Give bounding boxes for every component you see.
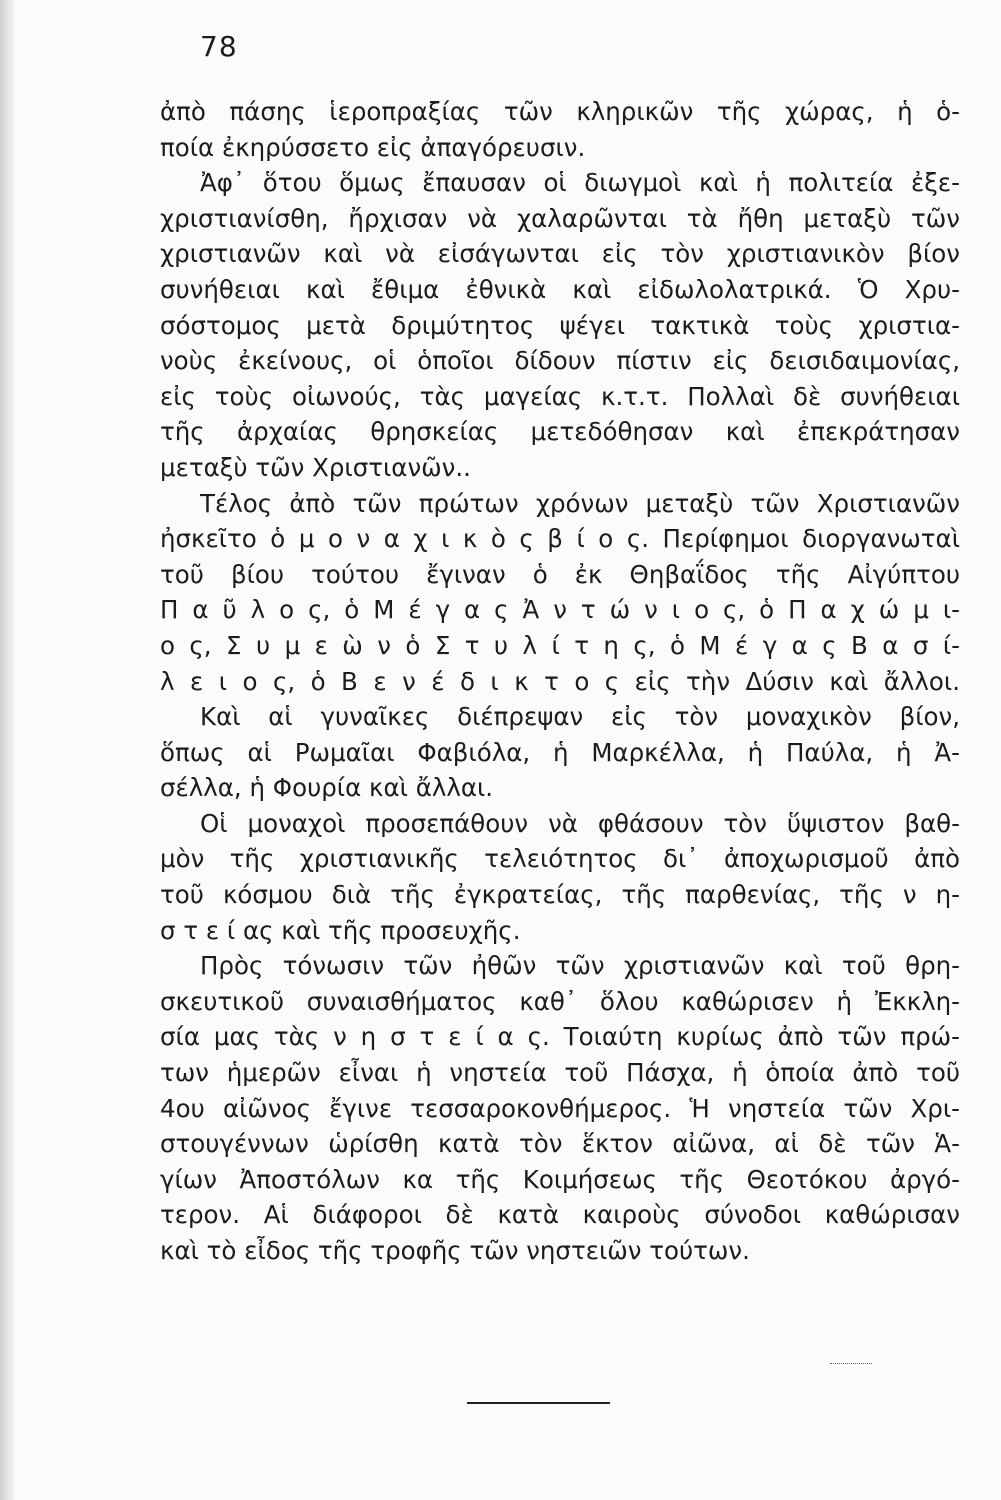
paragraph-start-line: Οἱ μοναχοὶ προσεπάθουν νὰ φθάσουν τὸν ὕψιστον βαθ- xyxy=(200,808,960,838)
text-line: τοῦ βίου τούτου ἔγιναν ὁ ἐκ Θηβαΐδος τῆς Αἰγύπτου xyxy=(160,559,960,589)
text-line: τῆς ἀρχαίας θρησκείας μετεδόθησαν καὶ ἐπεκράτησαν xyxy=(160,417,960,447)
section-end-rule xyxy=(467,1402,610,1404)
text-line: σόστομος μετὰ δριμύτητος ψέγει τακτικὰ τοὺς χριστια- xyxy=(160,310,960,340)
text-line: ποία ἐκηρύσσετο εἰς ἀπαγόρευσιν. xyxy=(160,132,586,162)
text-line: γίων Ἀποστόλων κα τῆς Κοιμήσεως τῆς Θεοτόκου ἀργό- xyxy=(160,1164,960,1194)
text-line: καὶ τὸ εἶδος τῆς τροφῆς τῶν νηστειῶν τούτων. xyxy=(160,1236,750,1265)
paragraph-start-line: Τέλος ἀπὸ τῶν πρώτων χρόνων μεταξὺ τῶν Χριστιανῶν xyxy=(200,488,960,518)
text-line: λ ε ι ο ς, ὁ Β ε ν έ δ ι κ τ ο ς εἰς τὴν Δύσιν καὶ ἄλλοι. xyxy=(160,666,960,696)
text-line: συνήθειαι καὶ ἔθιμα ἐθνικὰ καὶ εἰδωλολατρικά. Ὁ Χρυ- xyxy=(160,274,960,304)
paragraph-start-line: Ἀφ᾽ ὅτου ὅμως ἔπαυσαν οἱ διωγμοὶ καὶ ἡ πολιτεία ἐξε- xyxy=(200,168,960,198)
faint-mark xyxy=(830,1363,872,1364)
paragraph-start-line: Καὶ αἱ γυναῖκες διέπρεψαν εἰς τὸν μοναχικὸν βίον, xyxy=(200,702,960,732)
text-line: σ τ ε ί ας καὶ τῆς προσευχῆς. xyxy=(160,915,521,945)
text-line: σκευτικοῦ συναισθήματος καθ᾽ ὅλου καθώρισεν ἡ Ἐκκλη- xyxy=(160,986,960,1016)
text-line: σέλλα, ἡ Φουρία καὶ ἄλλαι. xyxy=(160,773,494,803)
text-line: τερον. Αἱ διάφοροι δὲ κατὰ καιροὺς σύνοδοι καθώρισαν xyxy=(160,1200,960,1230)
text-line: 4ου αἰῶνος ἔγινε τεσσαροκονθήμερος. Ἡ νηστεία τῶν Χρι- xyxy=(160,1093,960,1123)
text-line: σία μας τὰς ν η σ τ ε ί α ς. Τοιαύτη κυρίως ἀπὸ τῶν πρώ- xyxy=(160,1022,960,1052)
page-number: 78 xyxy=(200,30,238,63)
page-edge-shadow xyxy=(0,0,14,1500)
body-text xyxy=(160,94,960,1269)
text-line: χριστιανῶν καὶ νὰ εἰσάγωνται εἰς τὸν χριστιανικὸν βίον xyxy=(160,239,960,269)
text-line: στουγέννων ὡρίσθη κατὰ τὸν ἕκτον αἰῶνα, αἱ δὲ τῶν Ἁ- xyxy=(160,1129,960,1159)
paragraph-start-line: Πρὸς τόνωσιν τῶν ἠθῶν τῶν χριστιανῶν καὶ τοῦ θρη- xyxy=(200,951,960,981)
text-line: ο ς, Σ υ μ ε ὼ ν ὁ Σ τ υ λ ί τ η ς, ὁ Μ έ γ α ς Β α σ ί- xyxy=(160,630,960,660)
text-line: ἀπὸ πάσης ἱεροπραξίας τῶν κληρικῶν τῆς χώρας, ἡ ὁ- xyxy=(160,97,960,126)
text-line: των ἡμερῶν εἶναι ἡ νηστεία τοῦ Πάσχα, ἡ ὁποία ἀπὸ τοῦ xyxy=(160,1058,960,1088)
text-line: νοὺς ἐκείνους, οἱ ὁποῖοι δίδουν πίστιν εἰς δεισιδαιμονίας, xyxy=(160,346,960,376)
text-line: ἠσκεῖτο ὁ μ ο ν α χ ι κ ὸ ς β ί ο ς. Περίφημοι διοργανωταὶ xyxy=(160,524,960,554)
text-line: μὸν τῆς χριστιανικῆς τελειότητος δι᾽ ἀποχωρισμοῦ ἀπὸ xyxy=(160,844,960,874)
text-line: τοῦ κόσμου διὰ τῆς ἐγκρατείας, τῆς παρθενίας, τῆς ν η- xyxy=(160,880,960,910)
text-line: χριστιανίσθη, ἤρχισαν νὰ χαλαρῶνται τὰ ἤθη μεταξὺ τῶν xyxy=(160,203,960,233)
text-line: Π α ῦ λ ο ς, ὁ Μ έ γ α ς Ἀ ν τ ώ ν ι ο ς, ὁ Π α χ ώ μ ι- xyxy=(160,595,960,625)
text-line: ὅπως αἱ Ρωμαῖαι Φαβιόλα, ἡ Μαρκέλλα, ἡ Παύλα, ἡ Ἀ- xyxy=(160,737,960,767)
text-line: εἰς τοὺς οἰωνούς, τὰς μαγείας κ.τ.τ. Πολλαὶ δὲ συνήθειαι xyxy=(160,381,960,411)
text-line: μεταξὺ τῶν Χριστιανῶν.. xyxy=(160,452,471,482)
